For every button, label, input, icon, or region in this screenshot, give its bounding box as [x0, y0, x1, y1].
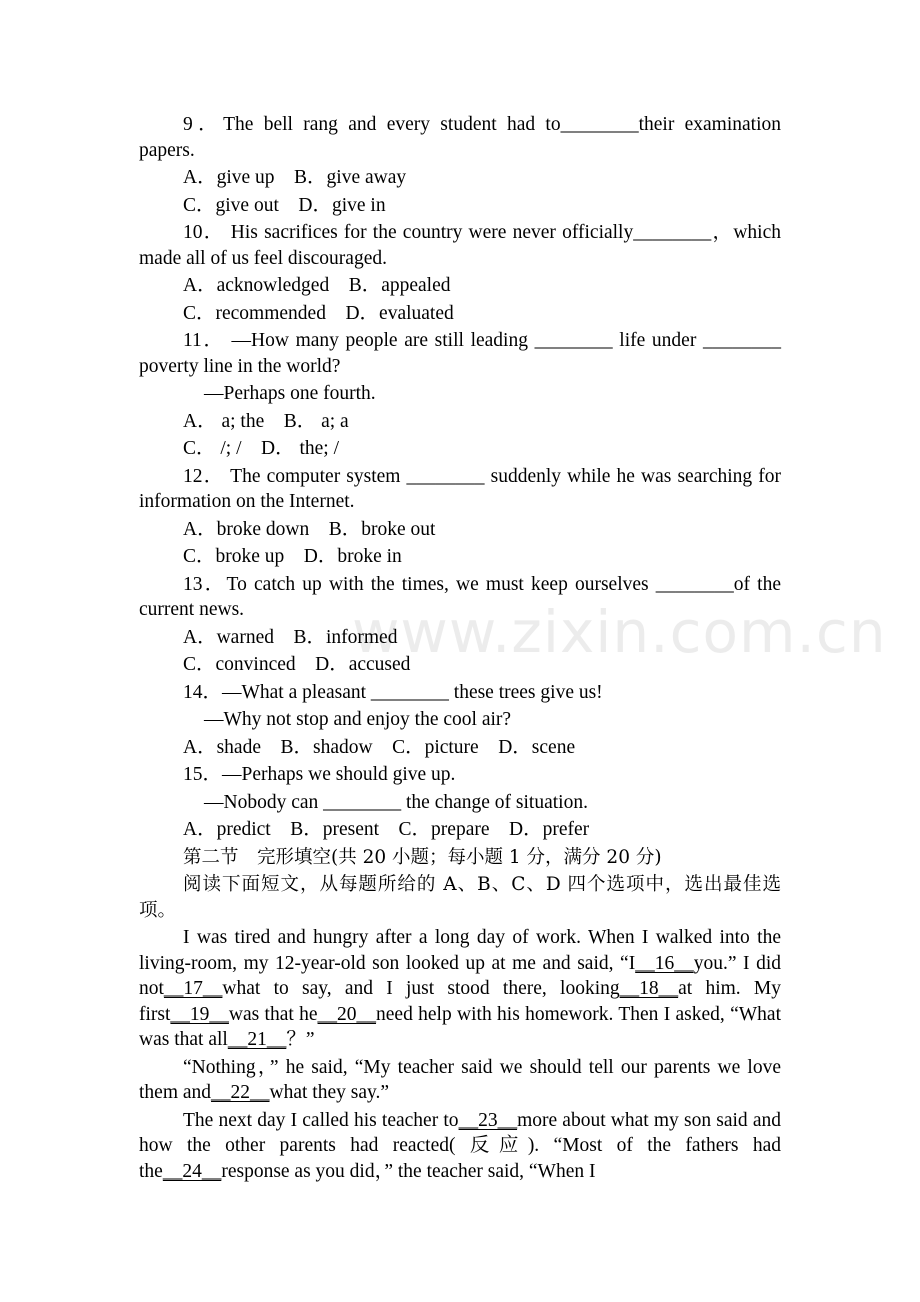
question-10-stem: 10． His sacrifices for the country were never officially________，which made all of us feel discouraged. — [139, 222, 781, 269]
question-12-options-ab: A．broke down B．broke out — [183, 518, 436, 540]
passage-text: ？” — [286, 1029, 315, 1050]
cloze-blank-20: __20__ — [317, 1003, 377, 1025]
passage-text: at him. My first — [139, 978, 781, 1025]
passage-text: what they say.” — [269, 1082, 390, 1103]
passage-text: The next day I called his teacher to — [183, 1109, 459, 1131]
cloze-blank-21: __21__ — [227, 1029, 287, 1050]
question-9-options-cd: C．give out D．give in — [183, 194, 386, 216]
passage-text: you.” I did not — [139, 952, 781, 999]
document-page — [139, 112, 781, 1186]
section-2-instruction: 阅读下面短文，从每题所给的 A、B、C、D 四个选项中，选出最佳选项。 — [139, 874, 781, 921]
question-10-options-cd: C．recommended D．evaluated — [183, 302, 454, 324]
question-11-stem: 11． —How many people are still leading ________ life under ________ poverty line in the world? — [139, 330, 781, 377]
question-11-options-cd: C． /; / D． the; / — [183, 438, 340, 459]
watermark: www.zixin.com.cn — [352, 598, 887, 666]
passage-text: response as you did，” the teacher said, “When I — [221, 1160, 596, 1182]
question-12-stem: 12． The computer system ________ suddenly while he was searching for information on the Internet. — [139, 465, 781, 512]
cloze-blank-16: __16__ — [635, 952, 694, 974]
cloze-blank-22: __22__ — [211, 1082, 270, 1103]
passage-text: was that he — [228, 1003, 318, 1025]
question-9-stem: 9．The bell rang and every student had to________their examination papers. — [139, 114, 781, 161]
question-13-options-ab: A．warned B．informed — [183, 626, 398, 648]
question-13-options-cd: C．convinced D．accused — [183, 654, 411, 675]
question-15-stem: 15．—Perhaps we should give up. — [183, 764, 456, 785]
question-11-reply: —Perhaps one fourth. — [204, 383, 376, 404]
passage-paragraph-2 — [139, 1055, 781, 1106]
question-9-options-ab: A．give up B．give away — [183, 167, 407, 188]
question-14-reply: —Why not stop and enjoy the cool air? — [204, 709, 512, 730]
passage-text: I was tired and hungry after a long day of work. When I walked into the living-room, my 12-year-old son looked up at me and said, “I — [139, 927, 781, 974]
passage-paragraph-3 — [139, 1108, 781, 1185]
question-15-options: A．predict B．present C．prepare D．prefer — [183, 819, 590, 840]
cloze-blank-19: __19__ — [170, 1003, 229, 1025]
cloze-blank-18: __18__ — [619, 978, 679, 999]
question-14-stem: 14．—What a pleasant ________ these trees give us! — [183, 681, 603, 703]
passage-paragraph-1 — [139, 925, 781, 1053]
cloze-blank-17: __17__ — [163, 978, 223, 999]
question-12-options-cd: C．broke up D．broke in — [183, 546, 402, 567]
question-13-stem: 13．To catch up with the times, we must keep ourselves ________of the current news. — [139, 573, 781, 620]
passage-text: more about what my son said and how the other parents had reacted( 反应). “Most of the fathers had the — [139, 1109, 782, 1182]
question-11-options-ab: A． a; the B． a; a — [183, 410, 349, 432]
passage-text: what to say, and I just stood there, looking — [222, 978, 620, 999]
passage-text: need help with his homework. Then I asked, “What was that all — [139, 1003, 781, 1050]
question-15-reply: —Nobody can ________ the change of situation. — [204, 791, 588, 813]
cloze-blank-23: __23__ — [458, 1109, 518, 1131]
section-2-heading: 第二节 完形填空(共 20 小题；每小题 1 分，满分 20 分) — [183, 846, 662, 868]
cloze-blank-24: __24__ — [162, 1160, 222, 1182]
passage-text: “Nothing，” he said, “My teacher said we should tell our parents we love them and — [139, 1056, 781, 1103]
question-14-options: A．shade B．shadow C．picture D．scene — [183, 736, 576, 758]
question-10-options-ab: A．acknowledged B．appealed — [183, 275, 451, 296]
